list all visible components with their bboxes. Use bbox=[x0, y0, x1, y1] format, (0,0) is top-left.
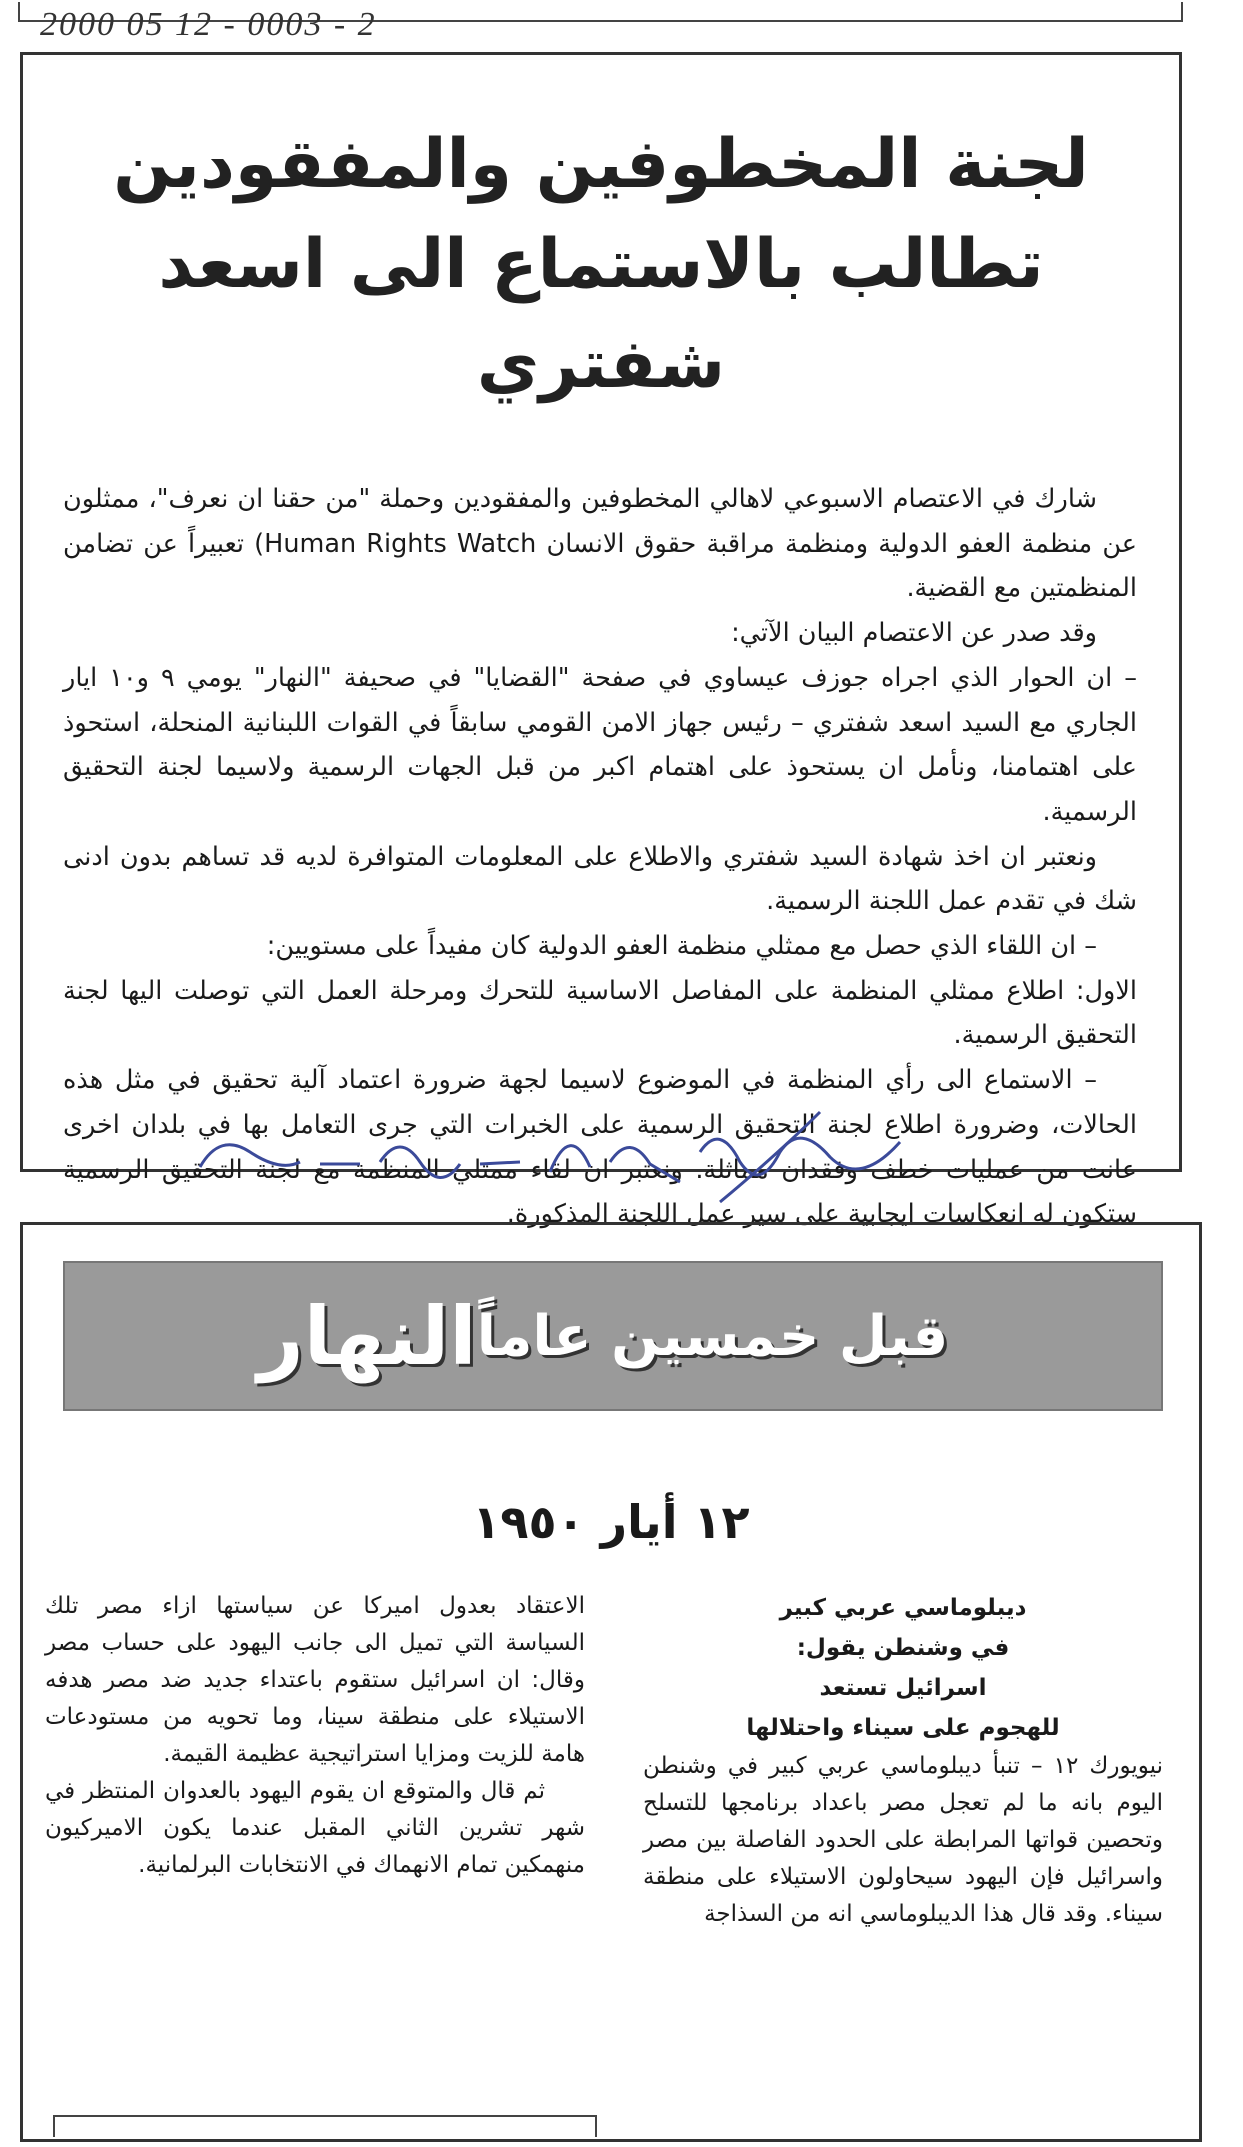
banner-title: النهار bbox=[257, 1289, 477, 1383]
headline-line-1: لجنة المخطوفين والمفقودين bbox=[113, 125, 1089, 204]
headline-line-2: تطالب بالاستماع الى اسعد شفتري bbox=[158, 225, 1044, 404]
bottom-border-mark bbox=[53, 2115, 597, 2137]
sub-heading: ديبلوماسي عربي كبير bbox=[779, 1595, 1027, 1621]
section-banner bbox=[63, 1261, 1163, 1411]
paragraph: – ان الحوار الذي اجراه جوزف عيساوي في صفحة "القضايا" في صحيفة "النهار" يومي ٩ و١٠ ايار الجاري مع السيد اسعد شفتري – رئيس جهاز الامن القومي سابقاً في القوات اللبنانية المنحلة، استحوذ على اهتمامنا، ونأمل ان يستحوذ على اهتمام اكبر من قبل الجهات الرسمية ولاسيما لجنة التحقيق الرسمية. bbox=[63, 662, 1137, 827]
paragraph: نيويورك ١٢ – تنبأ ديبلوماسي عربي كبير في وشنطن اليوم بانه ما لم تعجل مصر باعداد برنامجها للتسلح وتحصين قواتها المرابطة على الحدود الفاصلة بين مصر واسرائيل فإن اليهود سيحاولون الاستيلاء على منطقة سيناء. وقد قال هذا الديبلوماسي انه من السذاجة bbox=[643, 1753, 1164, 1927]
right-column bbox=[643, 1588, 1163, 1933]
paragraph: شارك في الاعتصام الاسبوعي لاهالي المخطوفين والمفقودين وحملة "من حقنا ان نعرف"، ممثلون عن منظمة العفو الدولية ومنظمة مراقبة حقوق الانسان Human Rights Watch) تعبيراً عن تضامن المنظمتين مع القضية. bbox=[63, 484, 1138, 604]
paragraph: الاول: اطلاع ممثلي المنظمة على المفاصل الاساسية للتحرك ومرحلة العمل التي توصلت اليها لجنة التحقيق الرسمية. bbox=[63, 975, 1137, 1051]
banner-subtitle: قبل خمسين عاماً bbox=[476, 1303, 949, 1369]
left-column bbox=[45, 1588, 585, 1884]
handwritten-annotation bbox=[180, 1092, 940, 1222]
paragraph: – ان اللقاء الذي حصل مع ممثلي منظمة العفو الدولية كان مفيداً على مستويين: bbox=[266, 931, 1097, 962]
paragraph: ثم قال والمتوقع ان يقوم اليهود بالعدوان المنتظر في شهر تشرين الثاني المقبل عندما يكون الاميركيون منهمكين تمام الانهماك في الانتخابات البرلمانية. bbox=[45, 1778, 585, 1878]
article-box-1 bbox=[20, 52, 1182, 1230]
article-box-2 bbox=[20, 1222, 1202, 2142]
sub-heading: اسرائيل تستعد bbox=[819, 1675, 987, 1701]
paragraph: – الاستماع الى رأي المنظمة في الموضوع لاسيما لجهة ضرورة اعتماد آلية تحقيق في مثل هذه الحالات، وضرورة اطلاع لجنة التحقيق الرسمية على الخبرات التي جرى التعامل بها في بلدان اخرى عانت من عمليات خطف وفقدان مماثلة. ونعتبر ان لقاء ممثلي المنظمة مع لجنة التحقيق الرسمية ستكون له انعكاسات ايجابية على سير عمل اللجنة المذكورة. bbox=[63, 1065, 1137, 1230]
archive-date: ١٢ أيار ١٩٥٠ bbox=[472, 1495, 750, 1549]
paragraph: وقد صدر عن الاعتصام البيان الآتي: bbox=[731, 618, 1097, 649]
paragraph: ونعتبر ان اخذ شهادة السيد شفتري والاطلاع على المعلومات المتوافرة لديه قد تساهم بدون ادنى شك في تقدم عمل اللجنة الرسمية. bbox=[63, 841, 1137, 917]
paragraph: الاعتقاد بعدول اميركا عن سياستها ازاء مصر تلك السياسة التي تميل الى جانب اليهود على حساب مصر وقال: ان اسرائيل ستقوم باعتداء جديد ضد مصر هدفه الاستيلاء على منطقة سينا، وما تحويه من مستودعات هامة للزيت ومزايا استراتيجية عظيمة القيمة. bbox=[45, 1593, 585, 1767]
sub-heading: للهجوم على سيناء واحتلالها bbox=[746, 1715, 1060, 1741]
article-1-headline bbox=[63, 115, 1139, 415]
sub-heading: في وشنطن يقول: bbox=[796, 1635, 1010, 1661]
archive-reference-number: 2000 05 12 - 0003 - 2 bbox=[40, 6, 377, 43]
